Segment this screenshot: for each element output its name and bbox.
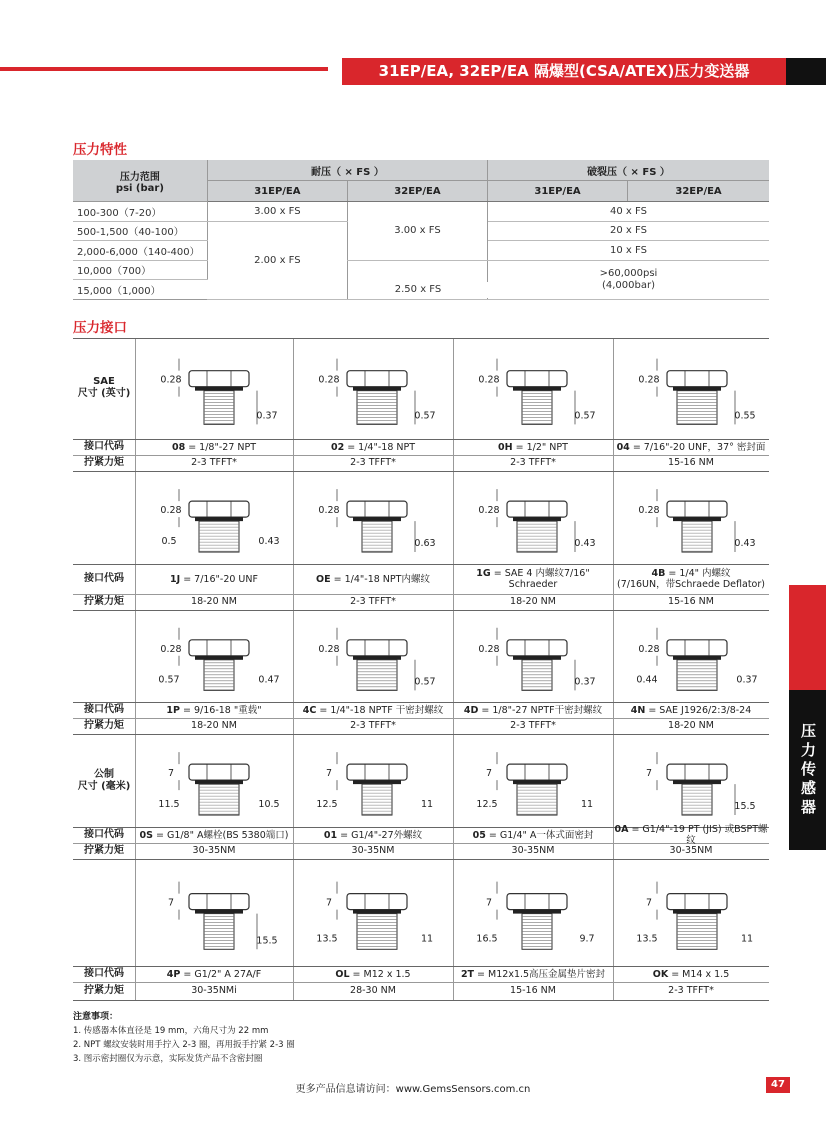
port-desc: = 7/16"-20 UNF <box>180 573 258 585</box>
port-desc: = G1/4"-27外螺纹 <box>337 829 423 841</box>
port-torque: 30-35NM <box>669 845 713 856</box>
note-item: 1. 传感器本体直径是 19 mm，六角尺寸为 22 mm <box>73 1026 269 1036</box>
dim-length-label: 0.37 <box>574 676 596 688</box>
dim-right-label: 0.37 <box>736 674 758 686</box>
header-range-unit: psi (bar) <box>115 182 164 194</box>
pressure-table <box>73 160 769 300</box>
port-fitting-drawing <box>454 735 612 826</box>
dim-left-label: 11.5 <box>158 799 180 811</box>
range-cell: 2,000-6,000（140-400） <box>73 241 207 261</box>
port-code-cell <box>135 966 293 982</box>
dim-hex-label: 7 <box>325 768 333 780</box>
port-fitting-drawing <box>614 735 768 826</box>
port-torque: 18-20 NM <box>510 596 556 607</box>
port-code: 0A <box>614 824 629 835</box>
port-fitting-drawing <box>454 339 612 438</box>
dim-hex-label: 0.28 <box>160 643 182 655</box>
dim-right-label: 11 <box>740 933 754 945</box>
port-torque: 2-3 TFFT* <box>510 457 556 468</box>
title-black-block <box>786 58 826 85</box>
port-torque: 15-16 NM <box>668 596 714 607</box>
dim-length-label: 0.43 <box>574 538 596 550</box>
port-fitting-drawing <box>614 339 768 438</box>
port-desc: = G1/4"-19 PT (JIS) 或BSPT螺纹 <box>628 824 768 846</box>
code-label-line: 接口代码 <box>84 829 124 840</box>
note-item: 2. NPT 螺纹安装时用手拧入 2-3 圈，再用扳手拧紧 2-3 圈 <box>73 1040 295 1050</box>
port-desc: = M12 x 1.5 <box>349 968 411 980</box>
port-fitting-drawing <box>136 735 292 826</box>
port-code: 04 <box>616 441 630 453</box>
dim-left-label: 0.44 <box>636 674 658 686</box>
port-code: OK <box>652 968 669 980</box>
metric-label-line: 公制 <box>94 769 114 780</box>
port-code: 02 <box>330 441 345 453</box>
port-torque: 30-35NMi <box>191 985 237 996</box>
port-torque: 15-16 NM <box>668 457 714 468</box>
header-range <box>73 160 207 202</box>
port-fitting-drawing <box>136 611 292 701</box>
port-torque: 30-35NM <box>192 845 236 856</box>
range-cell: 15,000（1,000） <box>73 280 207 300</box>
port-torque: 2-3 TFFT* <box>668 985 714 996</box>
dim-right-label: 0.47 <box>258 674 280 686</box>
port-code-cell <box>613 966 769 982</box>
port-code: 05 <box>472 829 486 841</box>
code-label-line: 接口代码 <box>84 968 124 979</box>
dim-right-label: 11 <box>420 933 434 945</box>
dim-hex-label: 0.28 <box>160 374 182 386</box>
footer-text: 更多产品信息请访问：www.GemsSensors.com.cn <box>295 1084 531 1095</box>
dim-left-label: 0.5 <box>161 536 177 548</box>
port-desc: = 1/4"-18 NPTF 干密封螺纹 <box>316 704 444 716</box>
torque-label <box>73 982 135 1000</box>
dim-hex-label: 7 <box>645 768 653 780</box>
code-label <box>73 439 135 455</box>
dim-hex-label: 0.28 <box>638 374 660 386</box>
port-code: 4N <box>630 704 646 716</box>
range-cell: 10,000（700） <box>73 260 207 280</box>
port-torque: 15-16 NM <box>510 985 556 996</box>
torque-label <box>73 718 135 734</box>
header-proof: 耐压（ × FS ） <box>207 160 487 181</box>
note-item: 3. 图示密封圈仅为示意，实际发货产品不含密封圈 <box>73 1054 263 1064</box>
dim-hex-label: 0.28 <box>318 643 340 655</box>
port-fitting-drawing <box>454 472 612 563</box>
code-label <box>73 827 135 843</box>
dim-right-label: 9.7 <box>579 933 595 945</box>
port-fitting-drawing <box>614 860 768 965</box>
port-torque: 2-3 TFFT* <box>191 457 237 468</box>
dim-left-label: 0.57 <box>158 674 180 686</box>
port-code-cell <box>453 827 613 843</box>
port-fitting-drawing <box>294 339 452 438</box>
port-desc: = 7/16"-20 UNF，37° 密封面 <box>629 441 766 453</box>
dim-left-label: 13.5 <box>316 933 338 945</box>
port-code-cell <box>293 564 453 594</box>
torque-label-line: 拧紧力矩 <box>84 845 124 856</box>
dim-left-label: 13.5 <box>636 933 658 945</box>
burst-last-line1: >60,000psi <box>599 267 658 279</box>
header-rule <box>0 67 328 71</box>
dim-left-label: 12.5 <box>476 799 498 811</box>
port-code-cell <box>293 439 453 455</box>
dim-length-label: 0.57 <box>574 410 596 422</box>
proof32-cell: 3.00 x FS <box>347 202 487 261</box>
port-code: 01 <box>323 829 338 841</box>
port-fitting-drawing <box>136 472 292 563</box>
port-code-cell <box>293 966 453 982</box>
torque-label <box>73 843 135 859</box>
sae-label-line: 尺寸 (英寸) <box>77 388 131 399</box>
dim-length-label: 0.55 <box>734 410 756 422</box>
port-code-cell <box>135 827 293 843</box>
sub-header: 32EP/EA <box>628 181 769 202</box>
port-torque: 18-20 NM <box>191 596 237 607</box>
port-code: 4B <box>651 568 666 579</box>
port-fitting-drawing <box>454 860 612 965</box>
port-desc-line2: Schraeder <box>508 579 558 590</box>
torque-label-line: 拧紧力矩 <box>84 457 124 468</box>
port-fitting-drawing <box>454 611 612 701</box>
port-code-cell <box>613 439 769 455</box>
page-number: 47 <box>766 1077 790 1093</box>
port-desc: = 1/4"-18 NPT <box>344 441 416 453</box>
port-desc: = SAE J1926/2:3/8-24 <box>645 704 752 716</box>
port-code-cell <box>293 702 453 718</box>
proof31-cell: 2.00 x FS <box>207 221 347 299</box>
port-grid <box>73 338 769 1000</box>
port-code: 4P <box>166 968 181 980</box>
port-desc: = M14 x 1.5 <box>668 968 730 980</box>
port-desc: = 1/4"-18 NPT内螺纹 <box>330 573 430 585</box>
port-code: OE <box>316 573 331 585</box>
port-desc: = SAE 4 内螺纹7/16" <box>490 568 590 579</box>
proof32-cell-last: 2.50 x FS <box>348 282 488 298</box>
port-code-cell <box>135 702 293 718</box>
sae-label <box>73 363 135 413</box>
port-code-cell <box>453 966 613 982</box>
section-pressure-characteristics: 压力特性 <box>73 142 127 158</box>
range-cell: 100-300（7-20） <box>73 202 207 222</box>
dim-right-label: 11 <box>580 799 594 811</box>
burst-cell: 10 x FS <box>487 241 769 261</box>
dim-hex-label: 0.28 <box>160 505 182 517</box>
side-tab-label: 压力传感器 <box>799 722 817 818</box>
dim-left-label: 16.5 <box>476 933 498 945</box>
port-code: 0H <box>498 441 513 453</box>
port-code: OL <box>335 968 350 980</box>
dim-hex-label: 0.28 <box>318 505 340 517</box>
port-fitting-drawing <box>136 339 292 438</box>
notes <box>73 1010 295 1066</box>
torque-label <box>73 455 135 471</box>
port-code: 4D <box>463 704 479 716</box>
burst-last-line2: (4,000bar) <box>601 279 655 291</box>
dim-length-label: 0.43 <box>734 538 756 550</box>
metric-label-line: 尺寸 (毫米) <box>77 781 131 792</box>
dim-length-label: 15.5 <box>734 801 756 813</box>
port-desc: = 1/8"-27 NPTF干密封螺纹 <box>478 704 603 716</box>
torque-label-line: 拧紧力矩 <box>84 720 124 731</box>
port-torque: 2-3 TFFT* <box>510 720 556 731</box>
port-torque: 2-3 TFFT* <box>350 596 396 607</box>
dim-length-label: 0.57 <box>414 410 436 422</box>
port-code-cell <box>453 564 613 594</box>
table-row <box>73 202 769 222</box>
port-fitting-drawing <box>136 860 292 965</box>
dim-length-label: 0.57 <box>414 676 436 688</box>
port-fitting-drawing <box>294 860 452 965</box>
port-fitting-drawing <box>294 472 452 563</box>
port-code: 2T <box>460 968 475 980</box>
port-code-cell <box>293 827 453 843</box>
port-code-cell <box>135 564 293 594</box>
port-torque: 30-35NM <box>511 845 555 856</box>
header-range-label: 压力范围 <box>119 171 160 183</box>
dim-hex-label: 7 <box>485 897 493 909</box>
burst-cell-last <box>487 260 769 299</box>
dim-hex-label: 0.28 <box>638 643 660 655</box>
torque-label-line: 拧紧力矩 <box>84 596 124 607</box>
section-pressure-port: 压力接口 <box>73 320 127 336</box>
port-torque: 2-3 TFFT* <box>350 457 396 468</box>
port-code: 1P <box>166 704 180 716</box>
port-fitting-drawing <box>614 472 768 563</box>
sub-header: 31EP/EA <box>207 181 347 202</box>
table-row <box>73 260 769 280</box>
dim-hex-label: 0.28 <box>318 374 340 386</box>
port-desc: = M12x1.5高压金属垫片密封 <box>474 968 606 980</box>
port-desc: = 1/2" NPT <box>512 441 568 453</box>
notes-title: 注意事项： <box>73 1012 119 1022</box>
port-code-cell <box>613 702 769 718</box>
port-desc: = G1/4" A一体式面密封 <box>485 829 594 841</box>
torque-label <box>73 594 135 610</box>
port-code-cell <box>613 564 769 594</box>
port-fitting-drawing <box>294 611 452 701</box>
sub-header: 32EP/EA <box>347 181 487 202</box>
header-burst: 破裂压（ × FS ） <box>487 160 769 181</box>
port-code-cell <box>453 702 613 718</box>
dim-length-label: 0.63 <box>414 538 436 550</box>
port-desc-line2: (7/16UN，带Schraede Deflator) <box>617 579 765 590</box>
burst-cell: 20 x FS <box>487 221 769 241</box>
port-code: 1G <box>476 568 491 579</box>
code-label <box>73 702 135 718</box>
dim-hex-label: 7 <box>167 897 175 909</box>
port-torque: 2-3 TFFT* <box>350 720 396 731</box>
dim-hex-label: 7 <box>645 897 653 909</box>
port-code-cell <box>613 824 769 846</box>
range-cell: 500-1,500（40-100） <box>73 221 207 241</box>
port-desc: = 1/8"-27 NPT <box>185 441 257 453</box>
burst-cell: 40 x FS <box>487 202 769 222</box>
dim-length-label: 0.37 <box>256 410 278 422</box>
code-label-line: 接口代码 <box>84 573 124 584</box>
port-desc: = G1/8" A螺栓(BS 5380端口) <box>152 829 289 841</box>
port-torque: 18-20 NM <box>668 720 714 731</box>
port-code: 1J <box>170 573 181 585</box>
port-code: 0S <box>139 829 153 841</box>
code-label-line: 接口代码 <box>84 704 124 715</box>
dim-length-label: 15.5 <box>256 935 278 947</box>
dim-hex-label: 0.28 <box>478 374 500 386</box>
dim-hex-label: 7 <box>485 768 493 780</box>
metric-label <box>73 756 135 806</box>
port-fitting-drawing <box>294 735 452 826</box>
port-code-cell <box>135 439 293 455</box>
dim-right-label: 0.43 <box>258 536 280 548</box>
dim-right-label: 11 <box>420 799 434 811</box>
dim-hex-label: 7 <box>167 768 175 780</box>
grid-line <box>73 1000 769 1001</box>
proof31-cell: 3.00 x FS <box>207 202 347 222</box>
port-desc: = 9/16-18 "重载" <box>179 704 262 716</box>
port-fitting-drawing <box>614 611 768 701</box>
port-desc: = 1/4" 内螺纹 <box>665 568 731 579</box>
dim-left-label: 12.5 <box>316 799 338 811</box>
dim-right-label: 10.5 <box>258 799 280 811</box>
sae-label-line: SAE <box>93 376 115 387</box>
port-torque: 18-20 NM <box>191 720 237 731</box>
code-label-line: 接口代码 <box>84 441 124 452</box>
port-torque: 30-35NM <box>351 845 395 856</box>
dim-hex-label: 7 <box>325 897 333 909</box>
port-code: 08 <box>171 441 186 453</box>
code-label <box>73 564 135 594</box>
port-desc: = G1/2" A 27A/F <box>180 968 262 980</box>
port-code-cell <box>453 439 613 455</box>
dim-hex-label: 0.28 <box>478 643 500 655</box>
port-torque: 28-30 NM <box>350 985 396 996</box>
sub-header: 31EP/EA <box>487 181 627 202</box>
port-code: 4C <box>302 704 317 716</box>
dim-hex-label: 0.28 <box>478 505 500 517</box>
code-label <box>73 966 135 982</box>
dim-hex-label: 0.28 <box>638 505 660 517</box>
torque-label-line: 拧紧力矩 <box>84 985 124 996</box>
page-title: 31EP/EA, 32EP/EA 隔爆型(CSA/ATEX)压力变送器 <box>342 58 786 85</box>
